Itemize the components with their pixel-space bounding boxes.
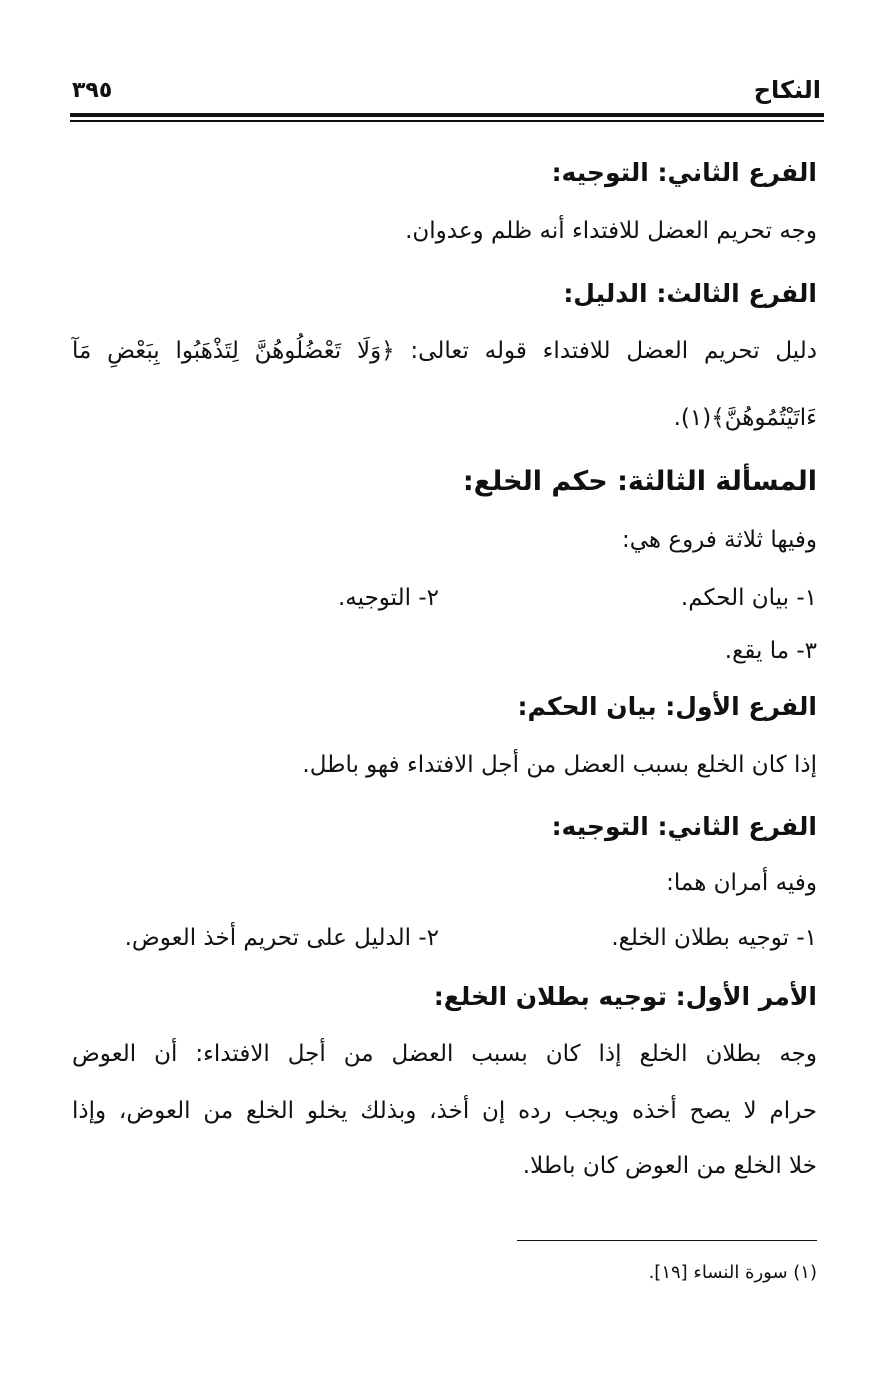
body-line: خلا الخلع من العوض كان باطلا. xyxy=(522,1153,817,1179)
list-item: ٢- الدليل على تحريم أخذ العوض. xyxy=(124,925,439,951)
running-header-title: النكاح xyxy=(753,76,821,104)
section-heading: الفرع الثالث: الدليل: xyxy=(563,279,817,308)
body-line: وجه بطلان الخلع إذا كان بسبب العضل من أجل الافتداء: أن العوض xyxy=(72,1041,817,1067)
body-line: حرام لا يصح أخذه ويجب رده إن أخذ، وبذلك يخلو الخلع من العوض، وإذا xyxy=(72,1098,817,1124)
section-heading: الأمر الأول: توجيه بطلان الخلع: xyxy=(433,982,817,1011)
body-line: ءَاتَيْتُمُوهُنَّ﴾(١). xyxy=(673,405,817,431)
section-heading: الفرع الثاني: التوجيه: xyxy=(551,812,817,841)
section-heading: الفرع الثاني: التوجيه: xyxy=(551,158,817,187)
header-rule-thin xyxy=(70,120,824,122)
list-item: ٢- التوجيه. xyxy=(338,585,439,611)
body-line: إذا كان الخلع بسبب العضل من أجل الافتداء فهو باطل. xyxy=(302,752,817,778)
body-line: وجه تحريم العضل للافتداء أنه ظلم وعدوان. xyxy=(405,218,817,244)
section-heading: الفرع الأول: بيان الحكم: xyxy=(517,692,817,721)
page-number: ٣٩٥ xyxy=(72,78,113,103)
list-item: ١- بيان الحكم. xyxy=(680,585,817,611)
list-item: ١- توجيه بطلان الخلع. xyxy=(611,925,817,951)
body-line: وفيه أمران هما: xyxy=(666,870,817,896)
body-line: دليل تحريم العضل للافتداء قوله تعالى: ﴿وَلَا تَعْضُلُوهُنَّ لِتَذْهَبُوا بِبَعْضِ مَآ xyxy=(72,338,817,364)
footnote: (١) سورة النساء [١٩]. xyxy=(648,1262,817,1283)
body-line: وفيها ثلاثة فروع هي: xyxy=(621,527,817,553)
chapter-heading: المسألة الثالثة: حكم الخلع: xyxy=(462,466,817,497)
header-rule-thick xyxy=(70,113,824,117)
footnote-rule xyxy=(517,1240,817,1241)
body-line: ٣- ما يقع. xyxy=(724,638,817,664)
